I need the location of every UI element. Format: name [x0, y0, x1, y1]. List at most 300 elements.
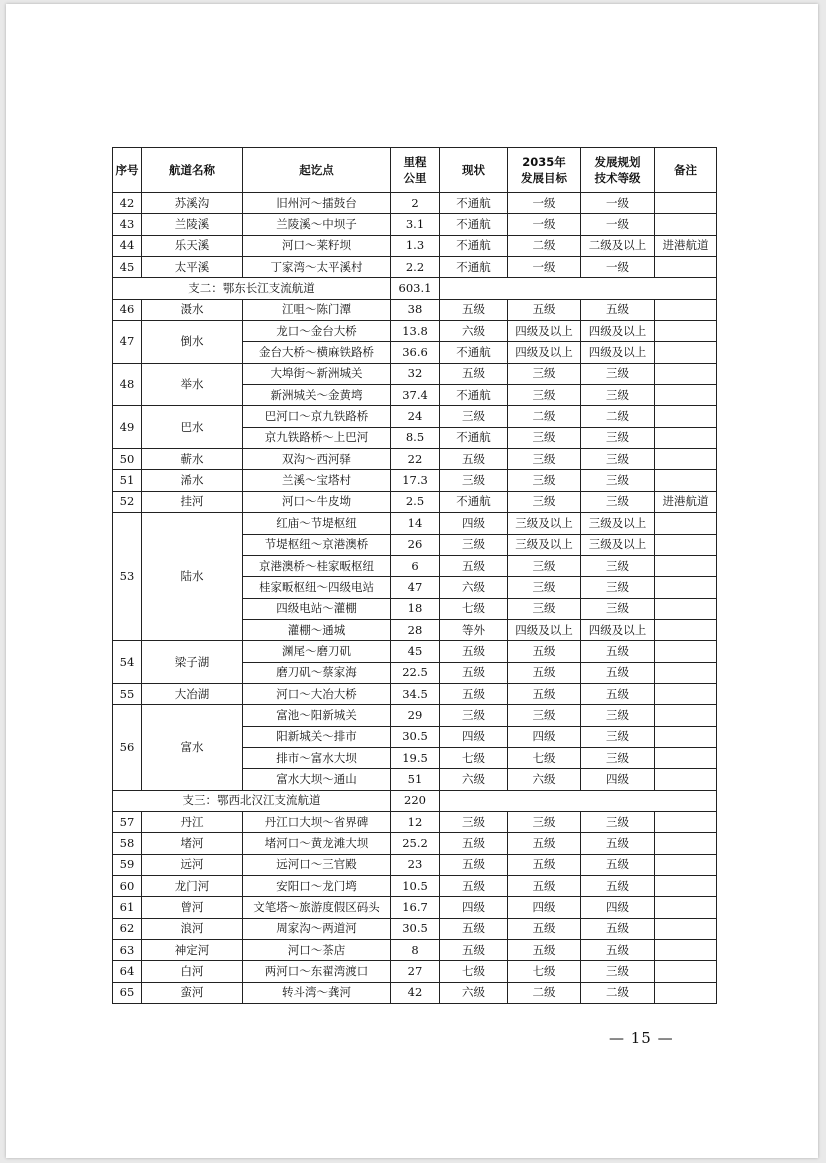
table-row: [113, 683, 717, 704]
mileage-cell: 2: [391, 193, 440, 214]
table-body: [113, 193, 717, 1004]
status-cell: 不通航: [440, 427, 508, 448]
table-row: [113, 918, 717, 939]
plan-cell: 三级: [581, 427, 655, 448]
goal-cell: 三级: [508, 555, 581, 576]
waterway-name-cell: 太平溪: [142, 257, 243, 278]
note-cell: [655, 897, 717, 918]
mileage-cell: 30.5: [391, 726, 440, 747]
waterway-name-cell: 兰陵溪: [142, 214, 243, 235]
status-cell: 五级: [440, 940, 508, 961]
plan-cell: 一级: [581, 257, 655, 278]
plan-cell: 二级: [581, 406, 655, 427]
note-cell: [655, 257, 717, 278]
plan-cell: 五级: [581, 662, 655, 683]
plan-cell: 五级: [581, 833, 655, 854]
waterway-table: [112, 147, 717, 1004]
note-cell: [655, 705, 717, 726]
note-cell: [655, 406, 717, 427]
mileage-cell: 8: [391, 940, 440, 961]
status-cell: 五级: [440, 363, 508, 384]
mileage-cell: 10.5: [391, 876, 440, 897]
document-page: [6, 4, 818, 1158]
seq-cell: 42: [113, 193, 142, 214]
start-end-cell: 桂家畈枢纽～四级电站: [243, 577, 391, 598]
note-cell: [655, 876, 717, 897]
goal-cell: 五级: [508, 833, 581, 854]
note-cell: [655, 769, 717, 790]
note-cell: [655, 811, 717, 832]
seq-cell: 57: [113, 811, 142, 832]
goal-cell: 三级及以上: [508, 513, 581, 534]
plan-cell: 三级: [581, 363, 655, 384]
plan-cell: 四级: [581, 769, 655, 790]
plan-cell: 三级: [581, 726, 655, 747]
mileage-cell: 30.5: [391, 918, 440, 939]
note-cell: [655, 940, 717, 961]
table-row: [113, 833, 717, 854]
waterway-name-cell: 乐天溪: [142, 235, 243, 256]
status-cell: 不通航: [440, 214, 508, 235]
goal-cell: 三级: [508, 385, 581, 406]
goal-cell: 三级: [508, 449, 581, 470]
table-row: [113, 235, 717, 256]
goal-cell: 五级: [508, 662, 581, 683]
goal-cell: 三级: [508, 577, 581, 598]
status-cell: 等外: [440, 619, 508, 640]
note-cell: [655, 193, 717, 214]
note-cell: [655, 641, 717, 662]
note-cell: [655, 449, 717, 470]
start-end-cell: 京九铁路桥～上巴河: [243, 427, 391, 448]
goal-cell: 三级及以上: [508, 534, 581, 555]
mileage-cell: 34.5: [391, 683, 440, 704]
start-end-cell: 磨刀矶～蔡家海: [243, 662, 391, 683]
plan-cell: 三级: [581, 385, 655, 406]
header-status: 现状: [440, 148, 508, 193]
plan-cell: 三级: [581, 598, 655, 619]
waterway-name-cell: 蕲水: [142, 449, 243, 470]
goal-cell: 四级及以上: [508, 321, 581, 342]
plan-cell: 三级: [581, 577, 655, 598]
note-cell: [655, 513, 717, 534]
start-end-cell: 富水大坝～通山: [243, 769, 391, 790]
waterway-name-cell: 富水: [142, 705, 243, 790]
section-empty: [440, 278, 717, 299]
goal-cell: 五级: [508, 918, 581, 939]
header-mileage: 里程 公里: [391, 148, 440, 193]
plan-cell: 四级及以上: [581, 321, 655, 342]
note-cell: [655, 427, 717, 448]
note-cell: [655, 598, 717, 619]
note-cell: [655, 747, 717, 768]
mileage-cell: 18: [391, 598, 440, 619]
note-cell: [655, 321, 717, 342]
note-cell: 进港航道: [655, 491, 717, 512]
mileage-cell: 38: [391, 299, 440, 320]
goal-cell: 二级: [508, 982, 581, 1003]
status-cell: 五级: [440, 683, 508, 704]
goal-cell: 三级: [508, 427, 581, 448]
mileage-cell: 12: [391, 811, 440, 832]
mileage-cell: 2.5: [391, 491, 440, 512]
plan-cell: 三级: [581, 811, 655, 832]
header-start: 起讫点: [243, 148, 391, 193]
start-end-cell: 河口～大冶大桥: [243, 683, 391, 704]
start-end-cell: 巴河口～京九铁路桥: [243, 406, 391, 427]
waterway-name-cell: 远河: [142, 854, 243, 875]
note-cell: [655, 833, 717, 854]
seq-cell: 51: [113, 470, 142, 491]
start-end-cell: 大埠街～新洲城关: [243, 363, 391, 384]
seq-cell: 63: [113, 940, 142, 961]
start-end-cell: 红庙～节堤枢纽: [243, 513, 391, 534]
seq-cell: 49: [113, 406, 142, 449]
section-label: 支二：鄂东长江支流航道: [113, 278, 391, 299]
seq-cell: 61: [113, 897, 142, 918]
start-end-cell: 阳新城关～排市: [243, 726, 391, 747]
start-end-cell: 节堤枢纽～京港澳桥: [243, 534, 391, 555]
mileage-cell: 220: [391, 790, 440, 811]
status-cell: 五级: [440, 833, 508, 854]
status-cell: 不通航: [440, 257, 508, 278]
goal-cell: 三级: [508, 470, 581, 491]
waterway-name-cell: 举水: [142, 363, 243, 406]
section-row: [113, 278, 717, 299]
goal-cell: 四级及以上: [508, 619, 581, 640]
mileage-cell: 26: [391, 534, 440, 555]
section-row: [113, 790, 717, 811]
plan-cell: 二级: [581, 982, 655, 1003]
note-cell: [655, 726, 717, 747]
table-row: [113, 299, 717, 320]
mileage-cell: 47: [391, 577, 440, 598]
status-cell: 五级: [440, 641, 508, 662]
section-empty: [440, 790, 717, 811]
status-cell: 七级: [440, 961, 508, 982]
status-cell: 三级: [440, 534, 508, 555]
plan-cell: 四级: [581, 897, 655, 918]
goal-cell: 七级: [508, 961, 581, 982]
start-end-cell: 兰陵溪～中坝子: [243, 214, 391, 235]
plan-cell: 五级: [581, 876, 655, 897]
note-cell: [655, 683, 717, 704]
goal-cell: 五级: [508, 299, 581, 320]
plan-cell: 三级: [581, 470, 655, 491]
plan-cell: 三级及以上: [581, 534, 655, 555]
seq-cell: 58: [113, 833, 142, 854]
mileage-cell: 16.7: [391, 897, 440, 918]
mileage-cell: 32: [391, 363, 440, 384]
plan-cell: 五级: [581, 641, 655, 662]
waterway-name-cell: 神定河: [142, 940, 243, 961]
waterway-name-cell: 堵河: [142, 833, 243, 854]
mileage-cell: 37.4: [391, 385, 440, 406]
table-row: [113, 513, 717, 534]
table-row: [113, 876, 717, 897]
plan-cell: 三级: [581, 705, 655, 726]
waterway-name-cell: 滠水: [142, 299, 243, 320]
seq-cell: 45: [113, 257, 142, 278]
status-cell: 五级: [440, 299, 508, 320]
mileage-cell: 14: [391, 513, 440, 534]
table-row: [113, 214, 717, 235]
goal-cell: 五级: [508, 940, 581, 961]
plan-cell: 三级: [581, 491, 655, 512]
start-end-cell: 渊尾～磨刀矶: [243, 641, 391, 662]
status-cell: 五级: [440, 854, 508, 875]
note-cell: [655, 342, 717, 363]
header-name: 航道名称: [142, 148, 243, 193]
table-row: [113, 193, 717, 214]
status-cell: 六级: [440, 577, 508, 598]
plan-cell: 二级及以上: [581, 235, 655, 256]
start-end-cell: 富池～阳新城关: [243, 705, 391, 726]
mileage-cell: 603.1: [391, 278, 440, 299]
start-end-cell: 四级电站～灌棚: [243, 598, 391, 619]
plan-cell: 三级: [581, 555, 655, 576]
start-end-cell: 龙口～金台大桥: [243, 321, 391, 342]
status-cell: 三级: [440, 705, 508, 726]
plan-cell: 四级及以上: [581, 619, 655, 640]
mileage-cell: 23: [391, 854, 440, 875]
goal-cell: 五级: [508, 683, 581, 704]
goal-cell: 三级: [508, 705, 581, 726]
start-end-cell: 两河口～东翟湾渡口: [243, 961, 391, 982]
status-cell: 不通航: [440, 385, 508, 406]
goal-cell: 三级: [508, 491, 581, 512]
mileage-cell: 36.6: [391, 342, 440, 363]
seq-cell: 47: [113, 321, 142, 364]
mileage-cell: 28: [391, 619, 440, 640]
goal-cell: 五级: [508, 641, 581, 662]
mileage-cell: 19.5: [391, 747, 440, 768]
goal-cell: 四级: [508, 726, 581, 747]
plan-cell: 三级及以上: [581, 513, 655, 534]
mileage-cell: 45: [391, 641, 440, 662]
goal-cell: 四级: [508, 897, 581, 918]
status-cell: 六级: [440, 982, 508, 1003]
mileage-cell: 24: [391, 406, 440, 427]
plan-cell: 一级: [581, 214, 655, 235]
plan-cell: 五级: [581, 918, 655, 939]
mileage-cell: 51: [391, 769, 440, 790]
note-cell: [655, 577, 717, 598]
mileage-cell: 42: [391, 982, 440, 1003]
status-cell: 三级: [440, 470, 508, 491]
goal-cell: 七级: [508, 747, 581, 768]
status-cell: 七级: [440, 598, 508, 619]
start-end-cell: 河口～莱籽坝: [243, 235, 391, 256]
note-cell: [655, 534, 717, 555]
table-row: [113, 705, 717, 726]
waterway-name-cell: 蛮河: [142, 982, 243, 1003]
table-row: [113, 321, 717, 342]
start-end-cell: 堵河口～黄龙滩大坝: [243, 833, 391, 854]
seq-cell: 55: [113, 683, 142, 704]
status-cell: 五级: [440, 449, 508, 470]
plan-cell: 三级: [581, 449, 655, 470]
waterway-name-cell: 苏溪沟: [142, 193, 243, 214]
note-cell: [655, 662, 717, 683]
status-cell: 不通航: [440, 491, 508, 512]
start-end-cell: 丹江口大坝～省界碑: [243, 811, 391, 832]
table-header-row: [113, 148, 717, 193]
table-row: [113, 961, 717, 982]
table-row: [113, 641, 717, 662]
waterway-name-cell: 浠水: [142, 470, 243, 491]
note-cell: [655, 961, 717, 982]
mileage-cell: 3.1: [391, 214, 440, 235]
start-end-cell: 远河口～三官殿: [243, 854, 391, 875]
plan-cell: 五级: [581, 854, 655, 875]
seq-cell: 62: [113, 918, 142, 939]
status-cell: 三级: [440, 406, 508, 427]
goal-cell: 三级: [508, 598, 581, 619]
start-end-cell: 安阳口～龙门塆: [243, 876, 391, 897]
table-row: [113, 491, 717, 512]
start-end-cell: 兰溪～宝塔村: [243, 470, 391, 491]
plan-cell: 五级: [581, 683, 655, 704]
seq-cell: 48: [113, 363, 142, 406]
seq-cell: 60: [113, 876, 142, 897]
goal-cell: 四级及以上: [508, 342, 581, 363]
goal-cell: 一级: [508, 214, 581, 235]
note-cell: [655, 363, 717, 384]
seq-cell: 53: [113, 513, 142, 641]
note-cell: [655, 555, 717, 576]
header-goal: 2035年 发展目标: [508, 148, 581, 193]
page-number: — 15 —: [609, 1029, 674, 1047]
note-cell: 进港航道: [655, 235, 717, 256]
goal-cell: 五级: [508, 876, 581, 897]
seq-cell: 59: [113, 854, 142, 875]
goal-cell: 二级: [508, 235, 581, 256]
status-cell: 五级: [440, 555, 508, 576]
note-cell: [655, 918, 717, 939]
waterway-name-cell: 巴水: [142, 406, 243, 449]
start-end-cell: 排市～富水大坝: [243, 747, 391, 768]
mileage-cell: 22.5: [391, 662, 440, 683]
waterway-name-cell: 大冶湖: [142, 683, 243, 704]
waterway-name-cell: 浪河: [142, 918, 243, 939]
goal-cell: 三级: [508, 811, 581, 832]
table-row: [113, 982, 717, 1003]
status-cell: 七级: [440, 747, 508, 768]
start-end-cell: 河口～牛皮坳: [243, 491, 391, 512]
table-row: [113, 897, 717, 918]
status-cell: 六级: [440, 769, 508, 790]
plan-cell: 三级: [581, 961, 655, 982]
start-end-cell: 丁家湾～太平溪村: [243, 257, 391, 278]
header-seq: 序号: [113, 148, 142, 193]
seq-cell: 52: [113, 491, 142, 512]
seq-cell: 65: [113, 982, 142, 1003]
start-end-cell: 新洲城关～金黄塆: [243, 385, 391, 406]
status-cell: 五级: [440, 918, 508, 939]
start-end-cell: 京港澳桥～桂家畈枢纽: [243, 555, 391, 576]
status-cell: 不通航: [440, 193, 508, 214]
header-note: 备注: [655, 148, 717, 193]
start-end-cell: 旧州河～擂鼓台: [243, 193, 391, 214]
mileage-cell: 27: [391, 961, 440, 982]
note-cell: [655, 214, 717, 235]
seq-cell: 54: [113, 641, 142, 684]
note-cell: [655, 470, 717, 491]
status-cell: 四级: [440, 726, 508, 747]
status-cell: 五级: [440, 662, 508, 683]
seq-cell: 64: [113, 961, 142, 982]
start-end-cell: 文笔塔～旅游度假区码头: [243, 897, 391, 918]
waterway-name-cell: 白河: [142, 961, 243, 982]
table-row: [113, 940, 717, 961]
note-cell: [655, 854, 717, 875]
start-end-cell: 双沟～西河驿: [243, 449, 391, 470]
goal-cell: 六级: [508, 769, 581, 790]
table-row: [113, 470, 717, 491]
section-label: 支三：鄂西北汉江支流航道: [113, 790, 391, 811]
note-cell: [655, 982, 717, 1003]
mileage-cell: 25.2: [391, 833, 440, 854]
plan-cell: 五级: [581, 940, 655, 961]
plan-cell: 四级及以上: [581, 342, 655, 363]
seq-cell: 46: [113, 299, 142, 320]
start-end-cell: 转斗湾～龚河: [243, 982, 391, 1003]
table-row: [113, 257, 717, 278]
mileage-cell: 17.3: [391, 470, 440, 491]
waterway-name-cell: 龙门河: [142, 876, 243, 897]
status-cell: 不通航: [440, 342, 508, 363]
table-row: [113, 406, 717, 427]
seq-cell: 56: [113, 705, 142, 790]
goal-cell: 一级: [508, 257, 581, 278]
status-cell: 六级: [440, 321, 508, 342]
start-end-cell: 灌棚～通城: [243, 619, 391, 640]
table-row: [113, 811, 717, 832]
table-row: [113, 854, 717, 875]
plan-cell: 五级: [581, 299, 655, 320]
goal-cell: 二级: [508, 406, 581, 427]
note-cell: [655, 619, 717, 640]
seq-cell: 44: [113, 235, 142, 256]
goal-cell: 三级: [508, 363, 581, 384]
mileage-cell: 8.5: [391, 427, 440, 448]
mileage-cell: 6: [391, 555, 440, 576]
waterway-name-cell: 曾河: [142, 897, 243, 918]
table-row: [113, 363, 717, 384]
table-row: [113, 449, 717, 470]
start-end-cell: 河口～茶店: [243, 940, 391, 961]
waterway-name-cell: 梁子湖: [142, 641, 243, 684]
start-end-cell: 周家沟～两道河: [243, 918, 391, 939]
waterway-name-cell: 丹江: [142, 811, 243, 832]
status-cell: 四级: [440, 897, 508, 918]
status-cell: 不通航: [440, 235, 508, 256]
waterway-name-cell: 挂河: [142, 491, 243, 512]
mileage-cell: 2.2: [391, 257, 440, 278]
start-end-cell: 江咀～陈门潭: [243, 299, 391, 320]
status-cell: 三级: [440, 811, 508, 832]
goal-cell: 五级: [508, 854, 581, 875]
plan-cell: 一级: [581, 193, 655, 214]
mileage-cell: 13.8: [391, 321, 440, 342]
start-end-cell: 金台大桥～横麻铁路桥: [243, 342, 391, 363]
mileage-cell: 1.3: [391, 235, 440, 256]
seq-cell: 43: [113, 214, 142, 235]
note-cell: [655, 299, 717, 320]
header-plan: 发展规划 技术等级: [581, 148, 655, 193]
goal-cell: 一级: [508, 193, 581, 214]
